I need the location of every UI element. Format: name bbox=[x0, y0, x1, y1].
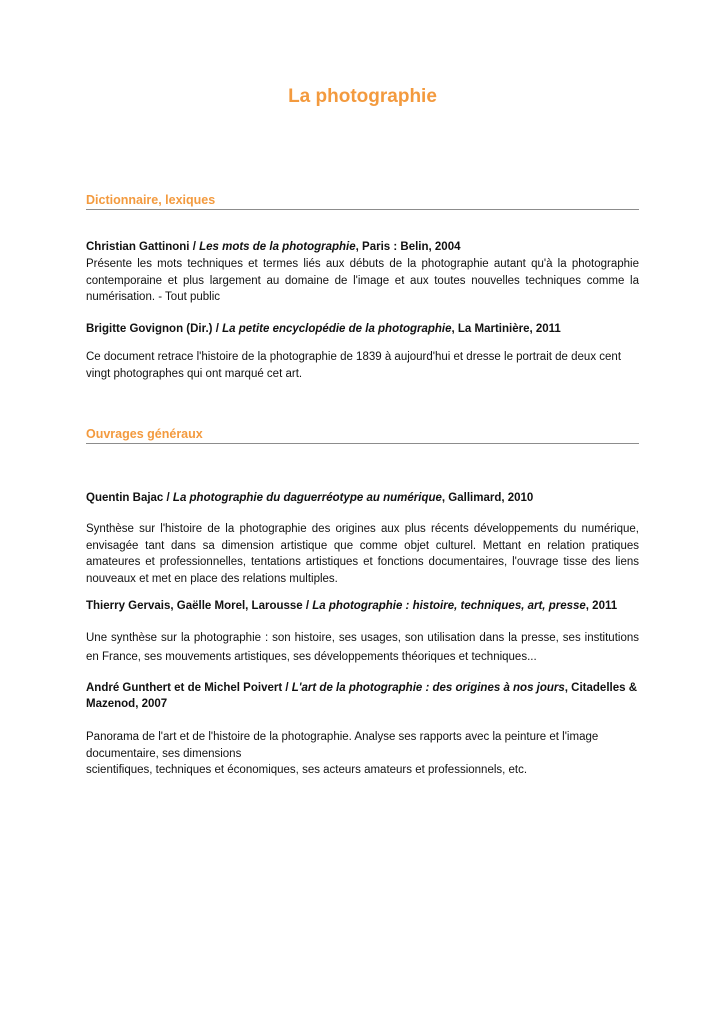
entry-author: Christian Gattinoni / bbox=[86, 241, 200, 253]
entry-description-continued: scientifiques, techniques et économiques, ses acteurs amateurs et professionnels, etc. bbox=[86, 764, 528, 776]
entry-work-title: La photographie du daguerréotype au numérique bbox=[172, 492, 442, 504]
entry-work-title: Les mots de la photographie bbox=[199, 241, 356, 253]
entry-description: Panorama de l'art et de l'histoire de la photographie. Analyse ses rapports avec la peinture et l'image documentaire, ses dimensions bbox=[86, 731, 599, 760]
entry-work-title: L'art de la photographie : des origines à nos jours bbox=[291, 682, 565, 694]
entry-author: Quentin Bajac / bbox=[86, 492, 173, 504]
entry-publisher: , Gallimard, 2010 bbox=[441, 492, 534, 504]
section-heading-dictionnaire: Dictionnaire, lexiques bbox=[86, 193, 639, 210]
entry-work-title: La photographie : histoire, techniques, art, presse bbox=[312, 600, 586, 612]
entry-citation bbox=[86, 598, 639, 614]
entry-author: Thierry Gervais, Gaëlle Morel, Larousse / bbox=[86, 600, 313, 612]
entry-publisher: , Paris : Belin, 2004 bbox=[355, 241, 461, 253]
entry-citation bbox=[86, 490, 639, 506]
entry-publisher: , La Martinière, 2011 bbox=[451, 323, 561, 335]
page-title: La photographie bbox=[288, 86, 437, 107]
entry-author: Brigitte Govignon (Dir.) / bbox=[86, 323, 223, 335]
entry-description: Une synthèse sur la photographie : son histoire, ses usages, son utilisation dans la presse, ses institutions en France, ses mouvements artistiques, ses développements théoriques et techniques... bbox=[86, 632, 639, 663]
entry-citation bbox=[86, 680, 639, 712]
entry-publisher: , 2011 bbox=[585, 600, 618, 612]
entry-description: Ce document retrace l'histoire de la photographie de 1839 à aujourd'hui et dresse le portrait de deux cent vingt photographes qui ont marqué cet art. bbox=[86, 351, 622, 380]
entry-citation bbox=[86, 239, 639, 255]
entry-author: André Gunthert et de Michel Poivert / bbox=[86, 682, 292, 694]
entry-description: Synthèse sur l'histoire de la photographie des origines aux plus récents développements du numérique, envisagée tant dans sa dimension artistique que comme objet culturel. Mettant en relation pratiques amateures et professionnelles, tentations artistiques et fonctions documentaires, l'ouvrage tisse des liens nouveaux et met en place des relations multiples. bbox=[86, 523, 639, 585]
entry-publisher: , Citadelles & Mazenod, 2007 bbox=[86, 682, 638, 710]
entry-description: Présente les mots techniques et termes liés aux débuts de la photographie autant qu'à la photographie contemporaine et plus largement au domaine de l'image et aux toutes nouvelles techniques comme la numérisation. - Tout public bbox=[86, 258, 639, 303]
entry-citation bbox=[86, 321, 639, 337]
entry-work-title: La petite encyclopédie de la photographie bbox=[222, 323, 452, 335]
section-heading-ouvrages: Ouvrages généraux bbox=[86, 427, 639, 444]
